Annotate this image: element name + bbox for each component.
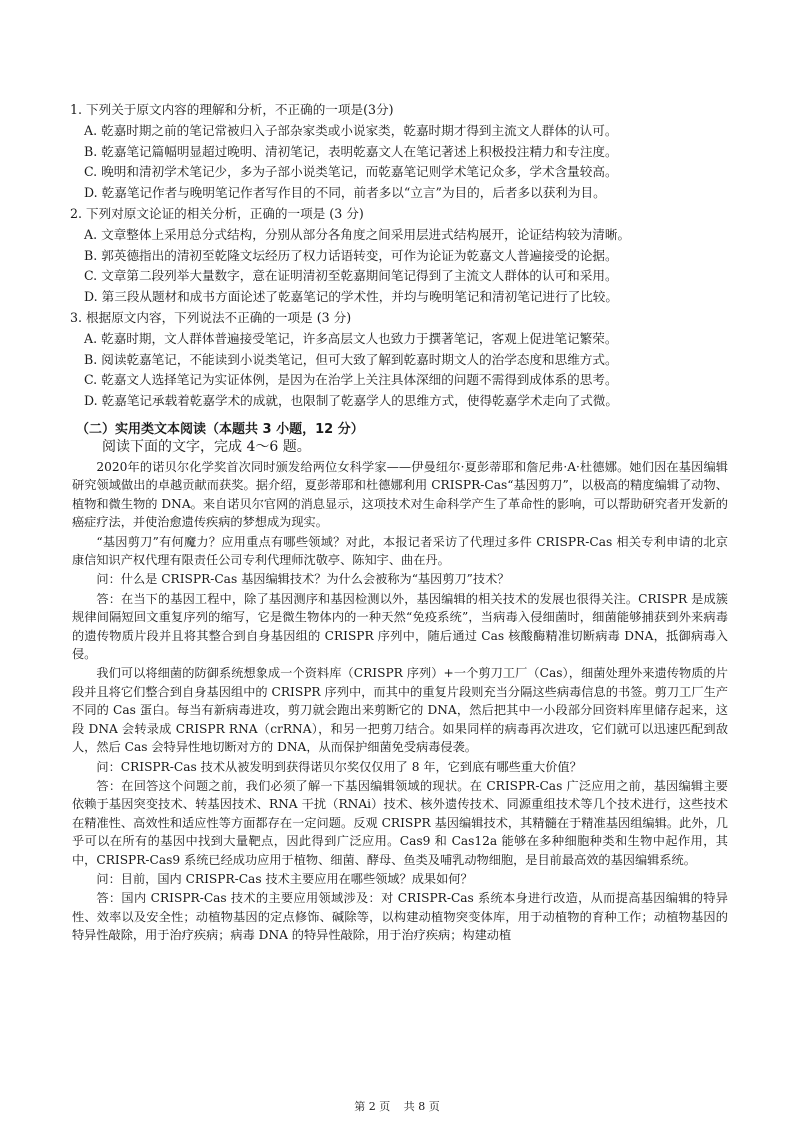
interview-question: 问：目前，国内 CRISPR-Cas 技术主要应用在哪些领域？成果如何？ <box>96 871 473 886</box>
question-stem: 2. 下列对原文论证的相关分析，正确的一项是 (3 分) <box>70 205 364 221</box>
option-c: C. 乾嘉文人选择笔记为实证体例，是因为在治学上关注具体深细的问题不需得到成体系的思考。 <box>84 372 618 388</box>
interview-question: 问：CRISPR-Cas 技术从被发明到获得诺贝尔奖仅仅用了 8 年，它到底有哪些重大价值？ <box>96 759 582 774</box>
page-footer <box>0 1098 794 1114</box>
interview-answer: 答：在回答这个问题之前，我们必须了解一下基因编辑领域的现状。在 CRISPR-Cas 广泛应用之前，基因编辑主要依赖于基因突变技术、转基因技术、RNA 干扰（RNAi）技术、核外遗传技术、同源重组技术等几个技术进行，这些技术在精准性、高效性和适应性等方面都存在一定问题。反观 CRISPR 基因编辑技术，其精髓在于精准基因组编辑。此外，几乎可以在所有的基因中找到大量靶点，因此得到广泛应用。Cas9 和 Cas12a 能够在多种细胞种类和生物中起作用，其中，CRISPR-Cas9 系统已经成功应用于植物、细菌、酵母、鱼类及哺乳动物细胞，是目前最高效的基因编辑系统。 <box>72 778 728 867</box>
question-stem: 3. 根据原文内容，下列说法不正确的一项是 (3 分) <box>70 309 352 325</box>
interview-question: 问：什么是 CRISPR-Cas 基因编辑技术？为什么会被称为“基因剪刀”技术？ <box>96 572 510 587</box>
article-paragraph: 我们可以将细菌的防御系统想象成一个资料库（CRISPR 序列）+一个剪刀工厂（Cas），细菌处理外来遗传物质的片段并且将它们整合到自身基因组中的 CRISPR 序列中，而其中的重复片段则充当分隔这些病毒信息的书签。剪刀工厂生产不同的 Cas 蛋白。每当有新病毒进攻，剪刀就会跑出来剪断它的 DNA，然后把其中一小段部分回资料库里储存起来，这段 DNA 会转录成 CRISPR RNA（crRNA），和另一把剪刀结合。如果同样的病毒再次进攻，它们就可以迅速匹配到敌人，然后 Cas 会特异性地切断对方的 DNA，从而保护细菌免受病毒侵袭。 <box>72 666 728 755</box>
interview-answer: 答：在当下的基因工程中，除了基因测序和基因检测以外，基因编辑的相关技术的发展也很得关注。CRISPR 是成簇规律间隔短回文重复序列的缩写，它是微生物体内的一种天然“免疫系统”，当病毒入侵细菌时，细菌能够捕获到外来病毒的遗传物质片段并且将其整合到自身基因组的 CRISPR 序列中，随后通过 Cas 核酸酶精准切断病毒 DNA，抵御病毒入侵。 <box>72 591 728 662</box>
section-heading: （二）实用类文本阅读（本题共 3 小题，12 分） <box>76 422 364 437</box>
option-d: D. 乾嘉笔记承载着乾嘉学术的成就，也限制了乾嘉学人的思维方式，使得乾嘉学术走向了式微。 <box>84 393 618 409</box>
option-a: A. 文章整体上采用总分式结构，分别从部分各角度之间采用层进式结构展开，论证结构较为清晰。 <box>84 226 631 242</box>
option-c: C. 文章第二段列举大量数字，意在证明清初至乾嘉期间笔记得到了主流文人群体的认可和采用。 <box>84 268 618 284</box>
article-body <box>72 458 728 946</box>
option-b: B. 乾嘉笔记篇幅明显超过晚明、清初笔记，表明乾嘉文人在笔记著述上积极投注精力和专注度。 <box>84 143 618 159</box>
option-b: B. 郭英德指出的清初至乾隆文坛经历了权力话语转变，可作为论证为乾嘉文人普遍接受的论据。 <box>84 247 618 263</box>
option-d: D. 乾嘉笔记作者与晚明笔记作者写作目的不同，前者多以“立言”为目的，后者多以获利为目。 <box>84 185 606 201</box>
option-a: A. 乾嘉时期，文人群体普遍接受笔记，许多高层文人也致力于撰著笔记，客观上促进笔记繁荣。 <box>84 330 618 346</box>
option-c: C. 晚明和清初学术笔记少，多为子部小说类笔记，而乾嘉笔记则学术笔记众多，学术含量较高。 <box>84 164 618 180</box>
section-instruction: 阅读下面的文字，完成 4～6 题。 <box>102 439 311 455</box>
option-a: A. 乾嘉时期之前的笔记常被归入子部杂家类或小说家类，乾嘉时期才得到主流文人群体的认可。 <box>84 122 618 138</box>
article-paragraph: 2020年的诺贝尔化学奖首次同时颁发给两位女科学家——伊曼纽尔·夏彭蒂耶和詹尼弗·A·杜德娜。她们因在基因编辑研究领域做出的卓越贡献而获奖。据介绍，夏彭蒂耶和杜德娜利用 CRISPR-Cas“基因剪刀”，以极高的精度编辑了动物、植物和微生物的 DNA。来自诺贝尔官网的消息显示，这项技术对生命科学产生了革命性的影响，可以帮助研究者开发新的癌症疗法，并使治愈遗传疾病的梦想成为现实。 <box>72 460 728 530</box>
article-paragraph: “基因剪刀”有何魔力？应用重点有哪些领域？对此，本报记者采访了代理过多件 CRISPR-Cas 相关专利申请的北京康信知识产权代理有限责任公司专利代理师沈敬亭、陈知宇、曲在丹。 <box>72 534 728 568</box>
page-number: 第 2 页 <box>354 1100 391 1113</box>
interview-answer: 答：国内 CRISPR-Cas 技术的主要应用领域涉及：对 CRISPR-Cas 系统本身进行改造，从而提高基因编辑的特异性、效率以及安全性；动植物基因的定点修饰、碱除等，以构建动植物突变体库，用于动植物的育种工作；动植物基因的特异性敲除，用于治疗疾病；病毒 DNA 的特异性敲除，用于治疗疾病；构建动植 <box>72 891 728 943</box>
page-total: 共 8 页 <box>403 1100 440 1113</box>
question-stem: 1. 下列关于原文内容的理解和分析，不正确的一项是(3分) <box>70 102 394 117</box>
option-b: B. 阅读乾嘉笔记，不能读到小说类笔记，但可大致了解到乾嘉时期文人的治学态度和思维方式。 <box>84 351 618 367</box>
question-block <box>70 100 730 412</box>
option-d: D. 第三段从题材和成书方面论述了乾嘉笔记的学术性，并均与晚明笔记和清初笔记进行了比较。 <box>84 289 618 305</box>
